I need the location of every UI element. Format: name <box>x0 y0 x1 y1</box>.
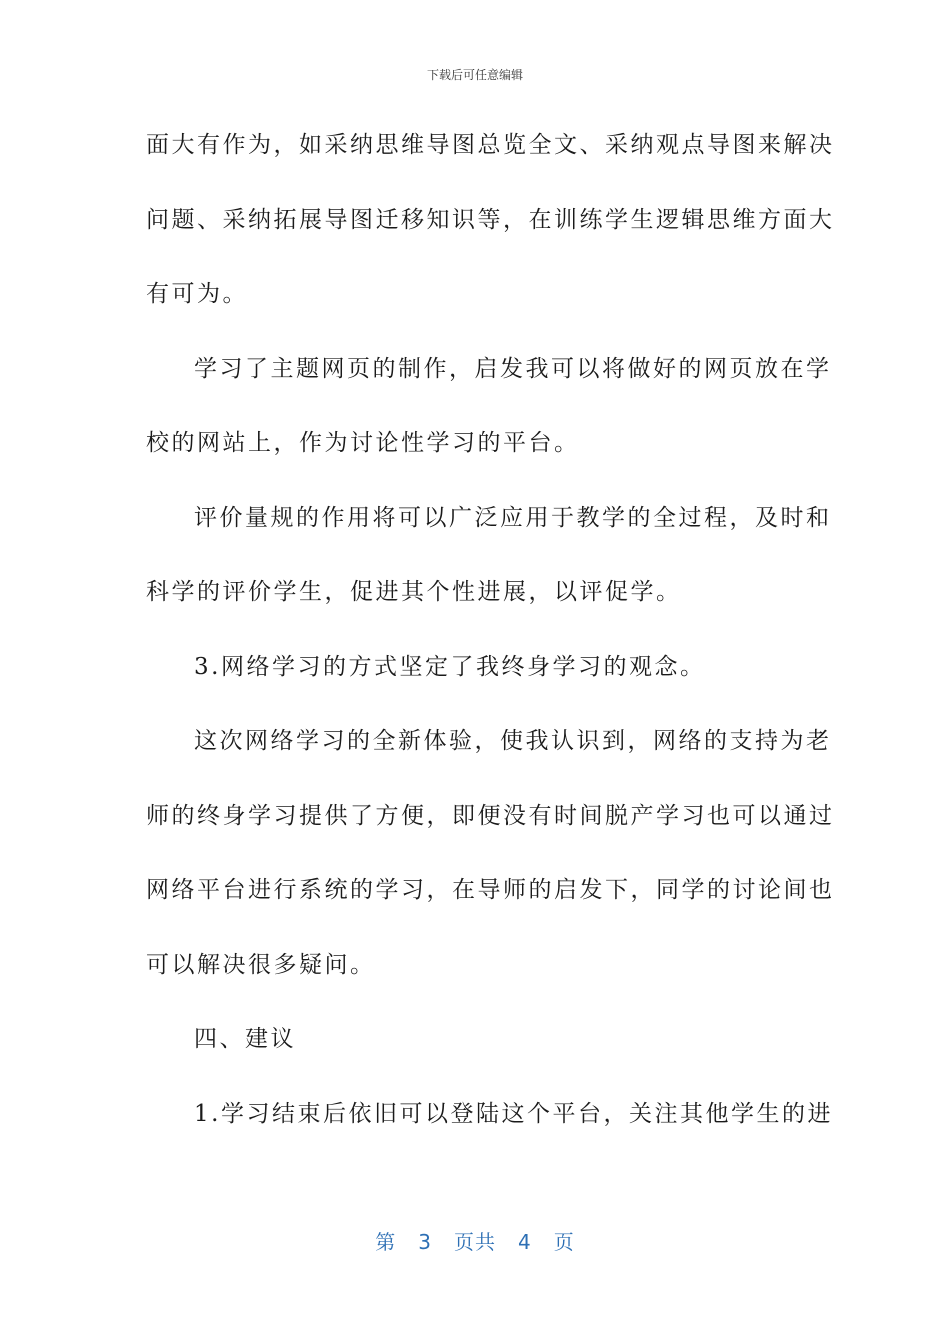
paragraph-start-line: 评价量规的作用将可以广泛应用于教学的全过程，及时和 <box>194 504 832 531</box>
text-line: 师的终身学习提供了方便，即便没有时间脱产学习也可以通过 <box>146 802 835 829</box>
page-header: 下载后可任意编辑 <box>426 68 523 82</box>
page-prefix: 第 <box>375 1230 397 1254</box>
text-line: 科学的评价学生，促进其个性进展，以评促学。 <box>146 579 682 605</box>
section-heading-line: 四、建议 <box>194 1026 296 1052</box>
text-line: 面大有作为，如采纳思维导图总览全文、采纳观点导图来解决 <box>146 132 835 158</box>
total-pages-number: 4 <box>518 1230 532 1254</box>
text-line: 校的网站上，作为讨论性学习的平台。 <box>146 430 580 456</box>
paragraph-start-line: 学习了主题网页的制作，启发我可以将做好的网页放在学 <box>194 355 832 382</box>
numbered-heading-line: 3.网络学习的方式坚定了我终身学习的观念。 <box>194 653 706 680</box>
text-line: 问题、采纳拓展导图迁移知识等，在训练学生逻辑思维方面大 <box>146 206 835 233</box>
numbered-item-line: 1.学习结束后依旧可以登陆这个平台，关注其他学生的进 <box>194 1100 833 1127</box>
text-line: 有可为。 <box>146 281 248 307</box>
page-suffix: 页 <box>553 1230 575 1254</box>
paragraph-start-line: 这次网络学习的全新体验，使我认识到，网络的支持为老 <box>194 728 832 754</box>
page-middle: 页共 <box>454 1230 496 1254</box>
current-page-number: 3 <box>418 1230 432 1254</box>
text-line: 网络平台进行系统的学习，在导师的启发下，同学的讨论间也 <box>146 877 835 903</box>
document-body <box>146 108 835 1151</box>
page-number-footer <box>0 1226 950 1255</box>
text-line: 可以解决很多疑问。 <box>146 951 376 978</box>
